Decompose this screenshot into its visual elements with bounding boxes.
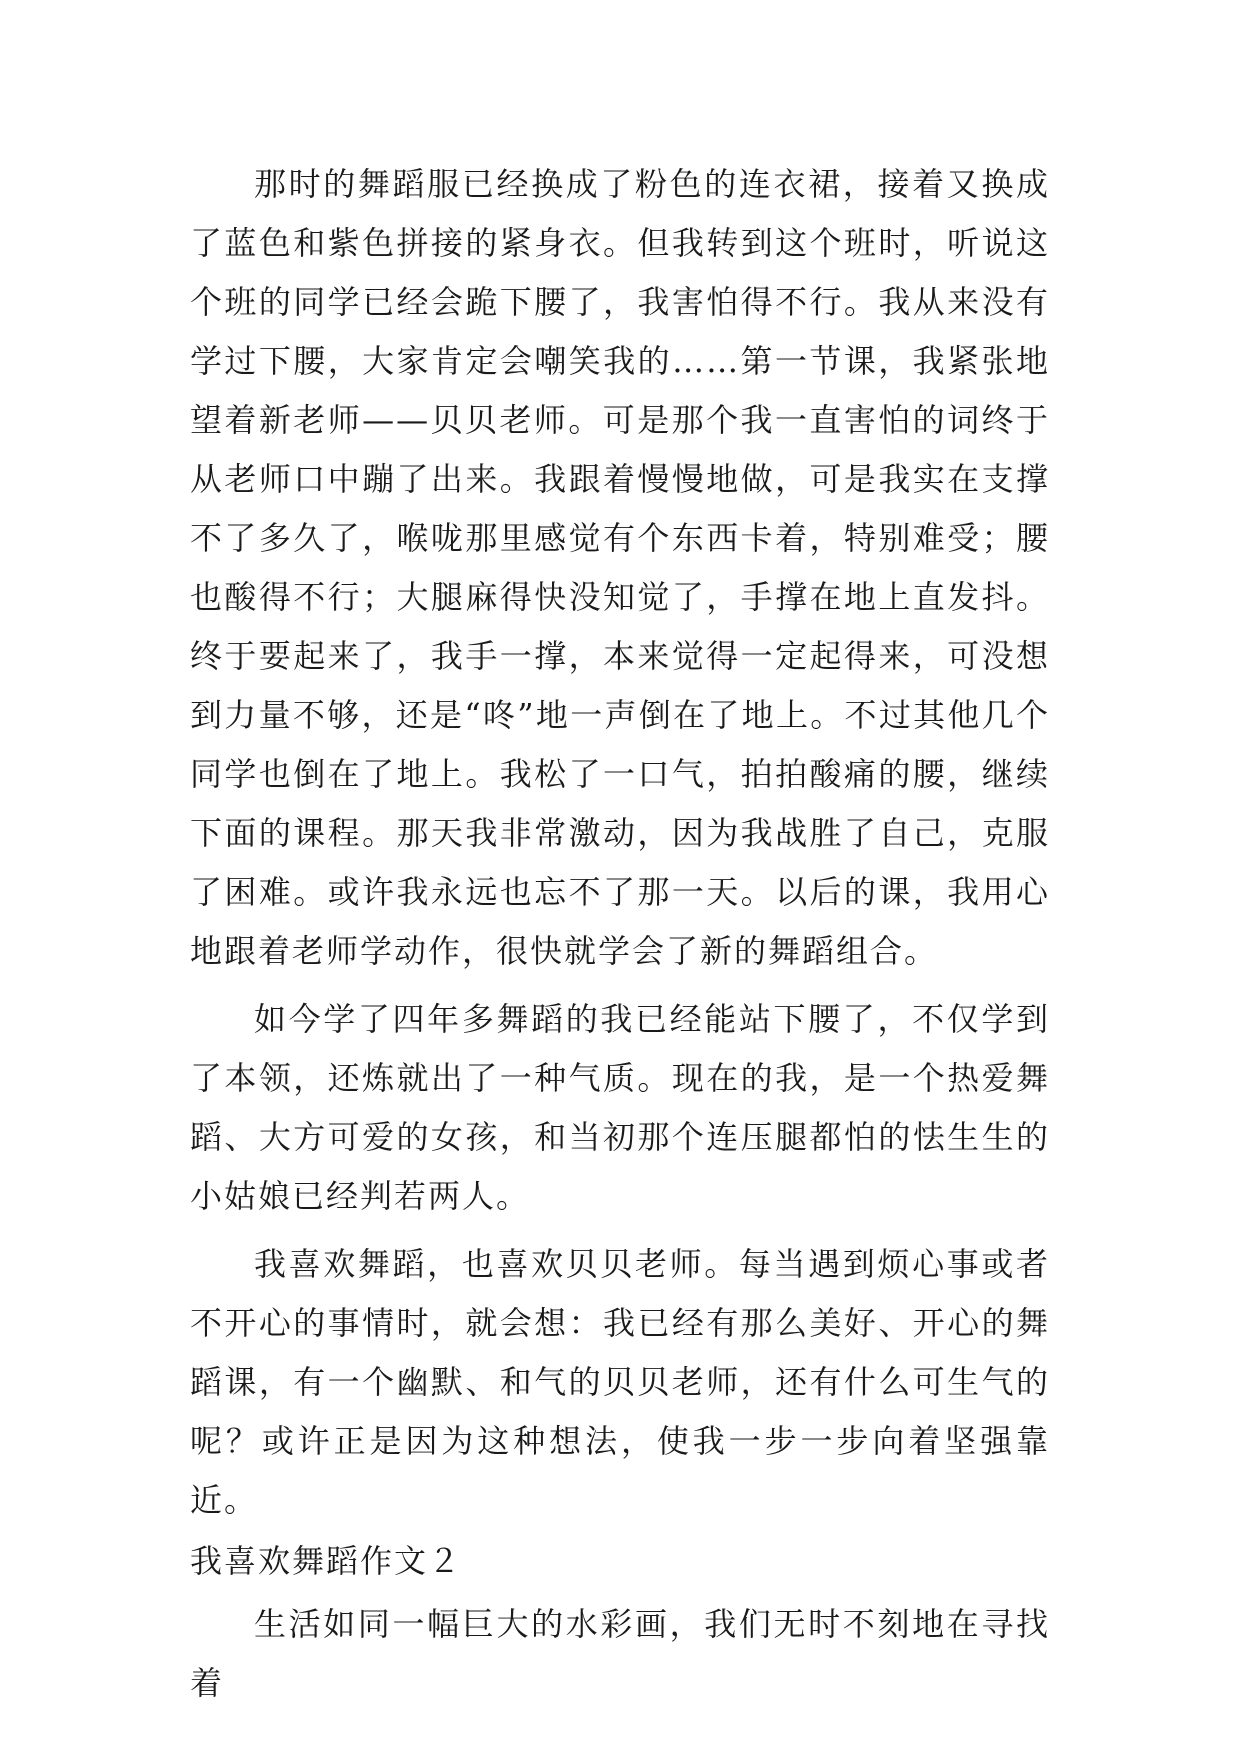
paragraph-3: 我喜欢舞蹈，也喜欢贝贝老师。每当遇到烦心事或者不开心的事情时，就会想：我已经有那么美好、开心的舞蹈课，有一个幽默、和气的贝贝老师，还有什么可生气的呢？或许正是因为这种想法，使我一步一步向着坚强靠近。 <box>190 1245 1050 1519</box>
essay-heading: 我喜欢舞蹈作文２ <box>190 1542 463 1580</box>
paragraph-1: 那时的舞蹈服已经换成了粉色的连衣裙，接着又换成了蓝色和紫色拼接的紧身衣。但我转到这个班时，听说这个班的同学已经会跪下腰了，我害怕得不行。我从来没有学过下腰，大家肯定会嘲笑我的……第一节课，我紧张地望着新老师——贝贝老师。可是那个我一直害怕的词终于从老师口中蹦了出来。我跟着慢慢地做，可是我实在支撑不了多久了，喉咙那里感觉有个东西卡着，特别难受；腰也酸得不行；大腿麻得快没知觉了，手撑在地上直发抖。终于要起来了，我手一撑，本来觉得一定起得来，可没想到力量不够，还是“咚”地一声倒在了地上。不过其他几个同学也倒在了地上。我松了一口气，拍拍酸痛的腰，继续下面的课程。那天我非常激动，因为我战胜了自己，克服了困难。或许我永远也忘不了那一天。以后的课，我用心地跟着老师学动作，很快就学会了新的舞蹈组合。 <box>190 165 1050 970</box>
document-body <box>190 155 1050 1713</box>
paragraph-4: 生活如同一幅巨大的水彩画，我们无时不刻地在寻找着 <box>190 1605 1050 1702</box>
paragraph-2: 如今学了四年多舞蹈的我已经能站下腰了，不仅学到了本领，还炼就出了一种气质。现在的我，是一个热爱舞蹈、大方可爱的女孩，和当初那个连压腿都怕的怯生生的小姑娘已经判若两人。 <box>190 1000 1050 1215</box>
